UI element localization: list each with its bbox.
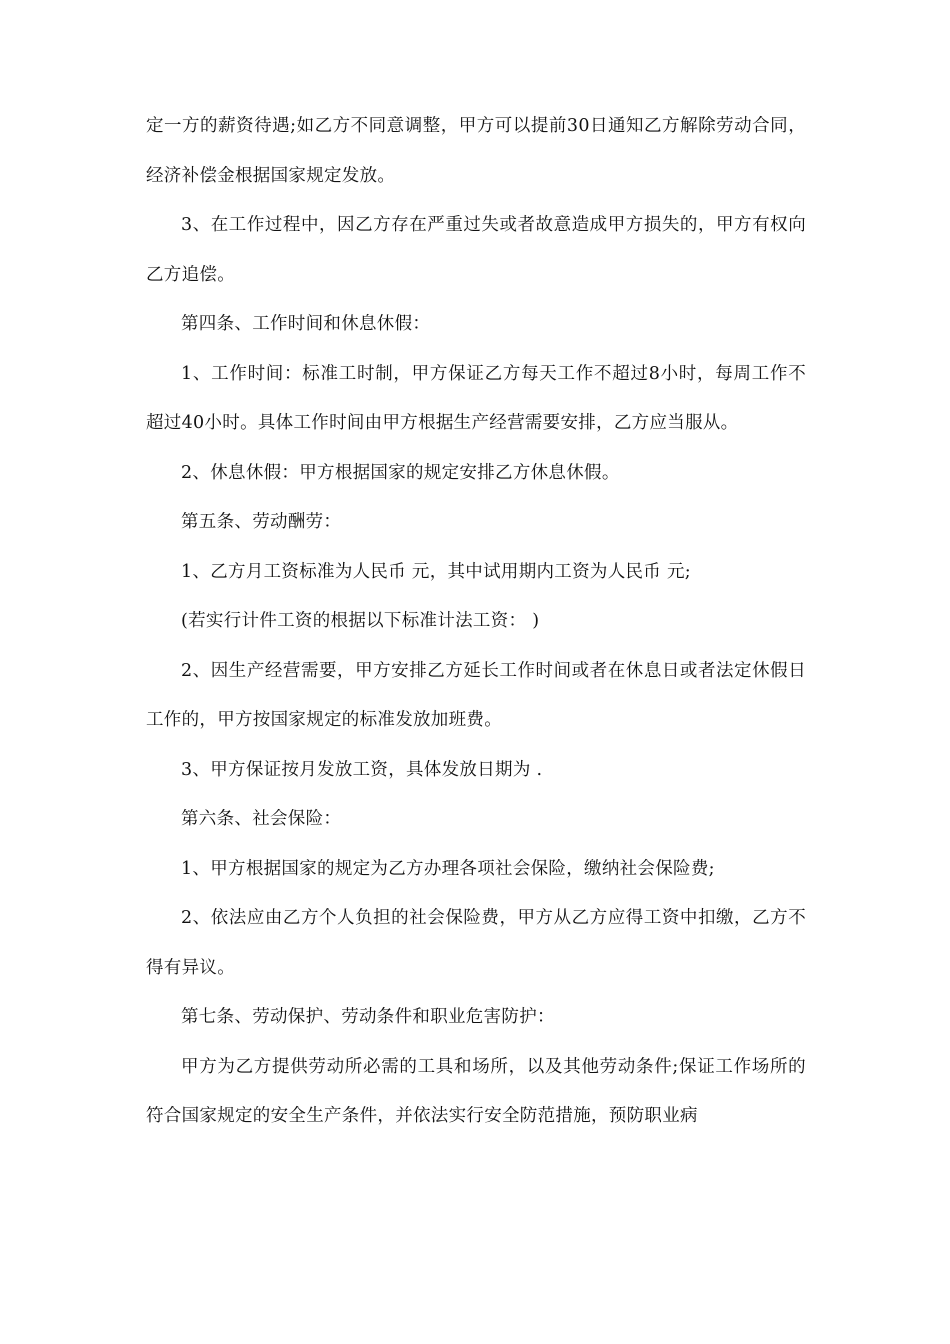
- document-body: [146, 102, 806, 1142]
- heading-article-4: 第四条、工作时间和休息休假：: [181, 314, 431, 334]
- heading-article-7: 第七条、劳动保护、劳动条件和职业危害防护：: [181, 1007, 555, 1027]
- paragraph-pay-date: 3、甲方保证按月发放工资，具体发放日期为 .: [181, 759, 543, 780]
- paragraph-piece-rate: (若实行计件工资的根据以下标准计法工资： ): [181, 611, 540, 631]
- heading-article-5: 第五条、劳动酬劳：: [181, 512, 342, 532]
- paragraph-salary-adjustment: 定一方的薪资待遇;如乙方不同意调整，甲方可以提前30日通知乙方解除劳动合同，经济补偿金根据国家规定发放。: [146, 116, 806, 186]
- paragraph-overtime: 2、因生产经营需要，甲方安排乙方延长工作时间或者在休息日或者法定休假日工作的，甲方按国家规定的标准发放加班费。: [146, 660, 806, 730]
- paragraph-compensation-claim: 3、在工作过程中，因乙方存在严重过失或者故意造成甲方损失的，甲方有权向乙方追偿。: [146, 215, 806, 285]
- heading-article-6: 第六条、社会保险：: [181, 809, 342, 829]
- paragraph-working-hours: 1、工作时间：标准工时制，甲方保证乙方每天工作不超过8小时，每周工作不超过40小时。具体工作时间由甲方根据生产经营需要安排，乙方应当服从。: [146, 363, 806, 433]
- paragraph-monthly-wage: 1、乙方月工资标准为人民币 元，其中试用期内工资为人民币 元;: [181, 561, 691, 582]
- paragraph-social-insurance: 1、甲方根据国家的规定为乙方办理各项社会保险，缴纳社会保险费;: [181, 858, 715, 879]
- paragraph-insurance-deduction: 2、依法应由乙方个人负担的社会保险费，甲方从乙方应得工资中扣缴，乙方不得有异议。: [146, 908, 806, 978]
- paragraph-rest-leave: 2、休息休假：甲方根据国家的规定安排乙方休息休假。: [181, 462, 620, 483]
- paragraph-labor-protection: 甲方为乙方提供劳动所必需的工具和场所，以及其他劳动条件;保证工作场所的符合国家规定的安全生产条件，并依法实行安全防范措施，预防职业病: [146, 1056, 806, 1126]
